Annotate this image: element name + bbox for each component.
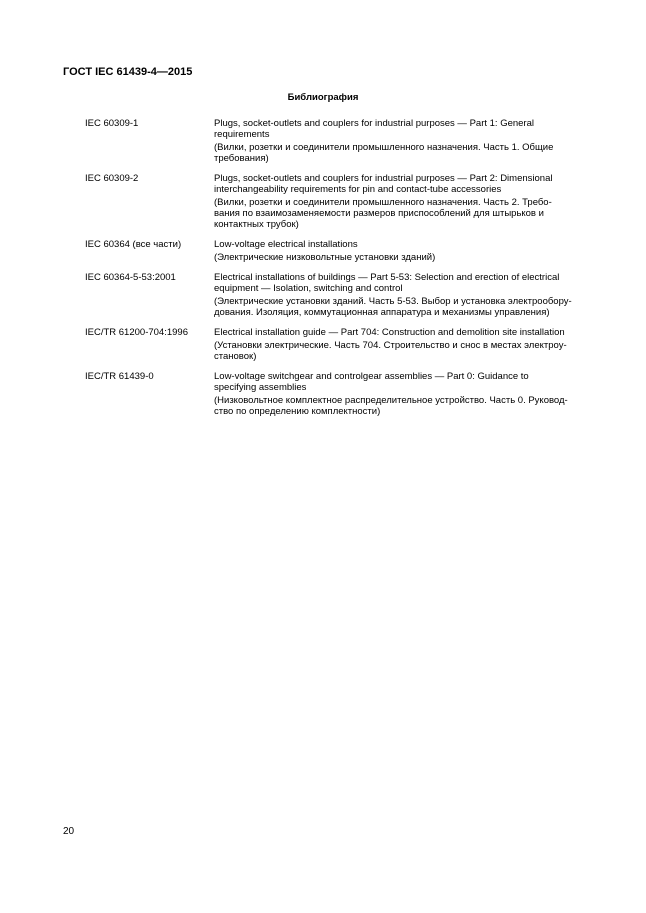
reference-translation-line: (Низковольтное комплектное распределительное устройство. Часть 0. Руковод-	[214, 395, 568, 406]
reference-title-line: Low-voltage electrical installations	[214, 239, 358, 250]
reference-translation-line: (Вилки, розетки и соединители промышленного назначения. Часть 2. Требо-	[214, 197, 552, 208]
reference-code: IEC 60309-2	[85, 173, 139, 184]
reference-title-ru	[214, 395, 589, 417]
document-header: ГОСТ IEC 61439-4—2015	[63, 66, 193, 78]
reference-title-ru	[214, 197, 589, 230]
reference-title-ru	[214, 296, 589, 318]
reference-title-en	[214, 173, 589, 195]
reference-title-ru	[214, 142, 589, 164]
reference-title-en	[214, 272, 589, 294]
reference-translation-line: (Электрические низковольтные установки зданий)	[214, 252, 436, 263]
reference-title-line: specifying assemblies	[214, 382, 307, 393]
reference-body	[214, 327, 589, 362]
reference-code: IEC 60364 (все части)	[85, 239, 182, 250]
reference-title-line: Electrical installations of buildings — Part 5-53: Selection and erection of electrical	[214, 272, 560, 283]
reference-code: IEC 60364-5-53:2001	[85, 272, 176, 283]
reference-title-en	[214, 371, 589, 393]
reference-translation-line: контактных трубок)	[214, 219, 299, 230]
section-title: Библиография	[287, 92, 359, 103]
reference-title-ru	[214, 252, 589, 263]
reference-body	[214, 239, 589, 263]
reference-code: IEC/TR 61439-0	[85, 371, 154, 382]
reference-translation-line: становок)	[214, 351, 257, 362]
reference-title-ru	[214, 340, 589, 362]
bibliography-list	[85, 118, 585, 426]
reference-entry	[85, 327, 585, 362]
reference-title-line: requirements	[214, 129, 270, 140]
reference-body	[214, 371, 589, 417]
reference-body	[214, 118, 589, 164]
reference-title-line: equipment — Isolation, switching and control	[214, 283, 403, 294]
reference-entry	[85, 118, 585, 164]
reference-entry	[85, 371, 585, 417]
reference-code: IEC/TR 61200-704:1996	[85, 327, 188, 338]
reference-title-line: Low-voltage switchgear and controlgear assemblies — Part 0: Guidance to	[214, 371, 529, 382]
reference-translation-line: (Установки электрические. Часть 704. Строительство и снос в местах электроу-	[214, 340, 567, 351]
reference-translation-line: (Электрические установки зданий. Часть 5-53. Выбор и установка электрообору-	[214, 296, 572, 307]
reference-title-line: interchangeability requirements for pin and contact-tube accessories	[214, 184, 502, 195]
reference-translation-line: дования. Изоляция, коммутационная аппаратура и механизмы управления)	[214, 307, 550, 318]
reference-title-en	[214, 239, 589, 250]
reference-entry	[85, 239, 585, 263]
reference-translation-line: вания по взаимозаменяемости размеров приспособлений для штырьков и	[214, 208, 544, 219]
reference-title-en	[214, 118, 589, 140]
reference-translation-line: (Вилки, розетки и соединители промышленного назначения. Часть 1. Общие	[214, 142, 554, 153]
reference-entry	[85, 173, 585, 230]
reference-body	[214, 173, 589, 230]
reference-title-line: Plugs, socket-outlets and couplers for industrial purposes — Part 1: General	[214, 118, 534, 129]
reference-title-en	[214, 327, 589, 338]
reference-body	[214, 272, 589, 318]
reference-title-line: Plugs, socket-outlets and couplers for industrial purposes — Part 2: Dimensional	[214, 173, 553, 184]
reference-entry	[85, 272, 585, 318]
reference-translation-line: требования)	[214, 153, 269, 164]
page-number: 20	[63, 826, 75, 837]
reference-code: IEC 60309-1	[85, 118, 139, 129]
reference-title-line: Electrical installation guide — Part 704: Construction and demolition site installation	[214, 327, 565, 338]
reference-translation-line: ство по определению комплектности)	[214, 406, 381, 417]
